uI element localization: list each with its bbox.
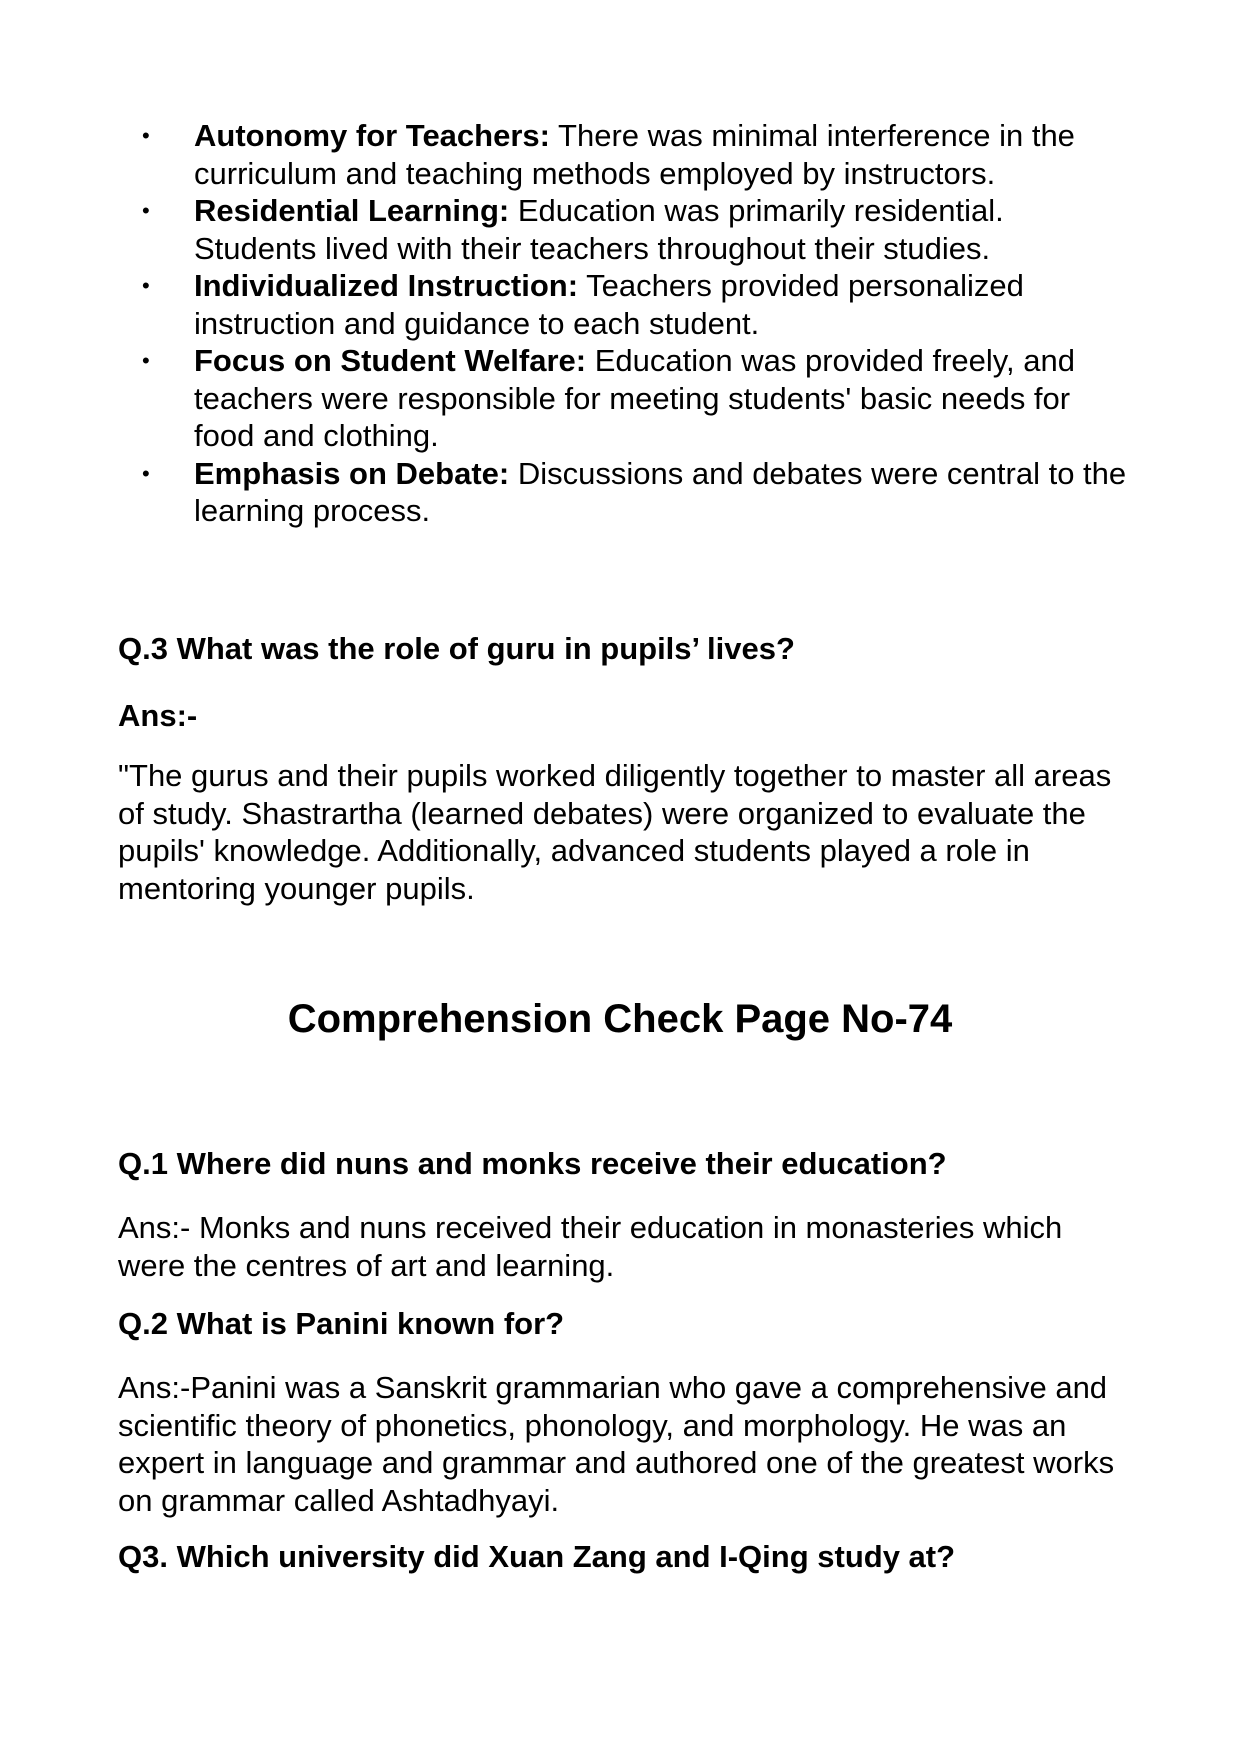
bullet-text: Education was provided freely, and teachers were responsible for meeting students' basic needs for food and clothing. bbox=[194, 343, 1075, 453]
answer-q1-text: Ans:- Monks and nuns received their education in monasteries which were the centres of art and learning. bbox=[118, 1210, 1063, 1283]
bullet-term: Residential Learning: bbox=[194, 193, 510, 228]
bullet-term: Autonomy for Teachers: bbox=[194, 118, 550, 153]
bullet-icon: • bbox=[142, 198, 150, 223]
bullet-term: Focus on Student Welfare: bbox=[194, 343, 587, 378]
answer-q2-text: Ans:-Panini was a Sanskrit grammarian who gave a comprehensive and scientific theory of phonetics, phonology, and morphology. He was an expert in language and grammar and authored one of the greatest works on grammar called Ashtadhyayi. bbox=[118, 1370, 1115, 1518]
bullet-term: Individualized Instruction: bbox=[194, 268, 579, 303]
bullet-text: There was minimal interference in the curriculum and teaching methods employed by instructors. bbox=[194, 118, 1075, 191]
bullet-icon: • bbox=[142, 460, 150, 486]
question-heading-q3: Q3. Which university did Xuan Zang and I-Qing study at? bbox=[118, 1539, 956, 1574]
answer-guru-text: "The gurus and their pupils worked diligently together to master all areas of study. Shastrartha (learned debates) were organized to evaluate the pupils' knowledge. Additionally, advanced students played a role in mentoring younger pupils. bbox=[118, 758, 1112, 906]
bullet-item-autonomy bbox=[118, 117, 1128, 192]
bullet-item-individualized bbox=[118, 267, 1128, 342]
bullet-text: Discussions and debates were central to the learning process. bbox=[194, 455, 1127, 528]
bullet-item-debate bbox=[118, 455, 1128, 530]
features-bullet-list bbox=[118, 117, 1128, 530]
question-heading-guru: Q.3 What was the role of guru in pupils’ lives? bbox=[118, 631, 795, 666]
bullet-icon: • bbox=[142, 123, 150, 148]
question-heading-q1: Q.1 Where did nuns and monks receive their education? bbox=[118, 1146, 947, 1181]
bullet-item-welfare bbox=[118, 342, 1128, 455]
bullet-icon: • bbox=[142, 273, 150, 298]
bullet-item-residential bbox=[118, 192, 1128, 267]
bullet-text: Teachers provided personalized instruction and guidance to each student. bbox=[194, 268, 1024, 341]
answer-label: Ans:- bbox=[118, 698, 198, 733]
bullet-icon: • bbox=[142, 348, 150, 373]
question-heading-q2: Q.2 What is Panini known for? bbox=[118, 1306, 565, 1341]
bullet-text: Education was primarily residential. Students lived with their teachers throughout their studies. bbox=[194, 193, 1004, 266]
section-title: Comprehension Check Page No-74 bbox=[287, 997, 953, 1041]
bullet-term: Emphasis on Debate: bbox=[194, 455, 510, 491]
